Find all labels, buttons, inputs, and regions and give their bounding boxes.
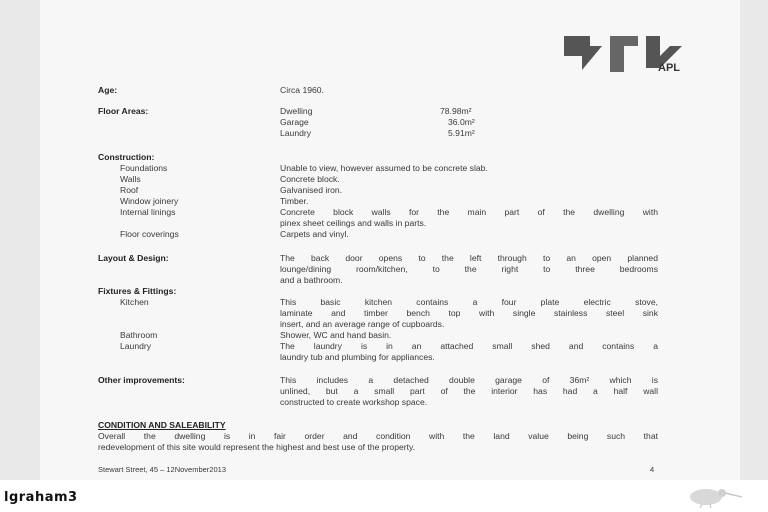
condition-line: redevelopment of this site would represent the highest and best use of the property. xyxy=(98,442,416,452)
username-watermark: lgraham3 xyxy=(4,490,78,505)
construction-label: Construction: xyxy=(98,152,155,162)
document-page xyxy=(40,0,740,480)
floor-area-value: 5.91m² xyxy=(448,128,475,138)
construction-item-value: Concrete block. xyxy=(280,174,340,184)
floor-area-value: 36.0m² xyxy=(448,117,475,127)
age-label: Age: xyxy=(98,85,118,95)
layout-design-line: The back door opens to the left through to an open planned xyxy=(280,253,658,263)
logo-text: APL xyxy=(658,62,680,74)
other-improvements-line: This includes a detached double garage of 36m² which is xyxy=(280,375,658,385)
construction-item-line: Concrete block walls for the main part of the dwelling with xyxy=(280,207,658,217)
fixtures-bathroom-value: Shower, WC and hand basin. xyxy=(280,330,392,340)
construction-item-name: Window joinery xyxy=(120,196,179,206)
page-footer-text: Stewart Street, 45 – 12November2013 xyxy=(98,465,226,474)
construction-item-value: Timber. xyxy=(280,196,309,206)
fixtures-laundry-line: The laundry is in an attached small shed and contains a xyxy=(280,341,658,351)
layout-design-line: lounge/dining room/kitchen, to the right to three bedrooms xyxy=(280,264,658,274)
apl-logo-icon xyxy=(562,32,712,80)
floor-area-name: Garage xyxy=(280,117,309,127)
page-number: 4 xyxy=(650,465,655,474)
fixtures-kitchen-name: Kitchen xyxy=(120,297,149,307)
fixtures-laundry-line: laundry tub and plumbing for appliances. xyxy=(280,352,435,362)
other-improvements-line: constructed to create workshop space. xyxy=(280,397,428,407)
fixtures-laundry-name: Laundry xyxy=(120,341,152,351)
other-improvements-label: Other improvements: xyxy=(98,375,185,385)
fixtures-kitchen-line: insert, and an average range of cupboards. xyxy=(280,319,445,329)
construction-item-value: Carpets and vinyl. xyxy=(280,229,349,239)
construction-item-name: Foundations xyxy=(120,163,168,173)
age-value: Circa 1960. xyxy=(280,85,324,95)
floor-area-name: Laundry xyxy=(280,128,312,138)
fixtures-label: Fixtures & Fittings: xyxy=(98,286,177,296)
condition-heading: CONDITION AND SALEABILITY xyxy=(98,420,226,430)
floor-areas-label: Floor Areas: xyxy=(98,106,149,116)
floor-area-name: Dwelling xyxy=(280,106,313,116)
kiwi-bird-icon xyxy=(676,484,746,508)
floor-area-value: 78.98m² xyxy=(440,106,472,116)
construction-item-value: Unable to view, however assumed to be concrete slab. xyxy=(280,163,488,173)
construction-item-name: Internal linings xyxy=(120,207,176,217)
construction-item-name: Walls xyxy=(120,174,141,184)
fixtures-kitchen-line: This basic kitchen contains a four plate electric stove, xyxy=(280,297,658,307)
fixtures-kitchen-line: laminate and timber bench top with single stainless steel sink xyxy=(280,308,658,318)
construction-item-name: Roof xyxy=(120,185,139,195)
watermark-bar xyxy=(0,480,768,512)
fixtures-bathroom-name: Bathroom xyxy=(120,330,158,340)
construction-item-value: Galvanised iron. xyxy=(280,185,343,195)
other-improvements-line: unlined, but a small part of the interior has had a half wall xyxy=(280,386,658,396)
layout-design-line: and a bathroom. xyxy=(280,275,343,285)
construction-item-name: Floor coverings xyxy=(120,229,179,239)
layout-design-label: Layout & Design: xyxy=(98,253,169,263)
condition-line: Overall the dwelling is in fair order and condition with the land value being such that xyxy=(98,431,658,441)
construction-item-line: pinex sheet ceilings and walls in parts. xyxy=(280,218,427,228)
